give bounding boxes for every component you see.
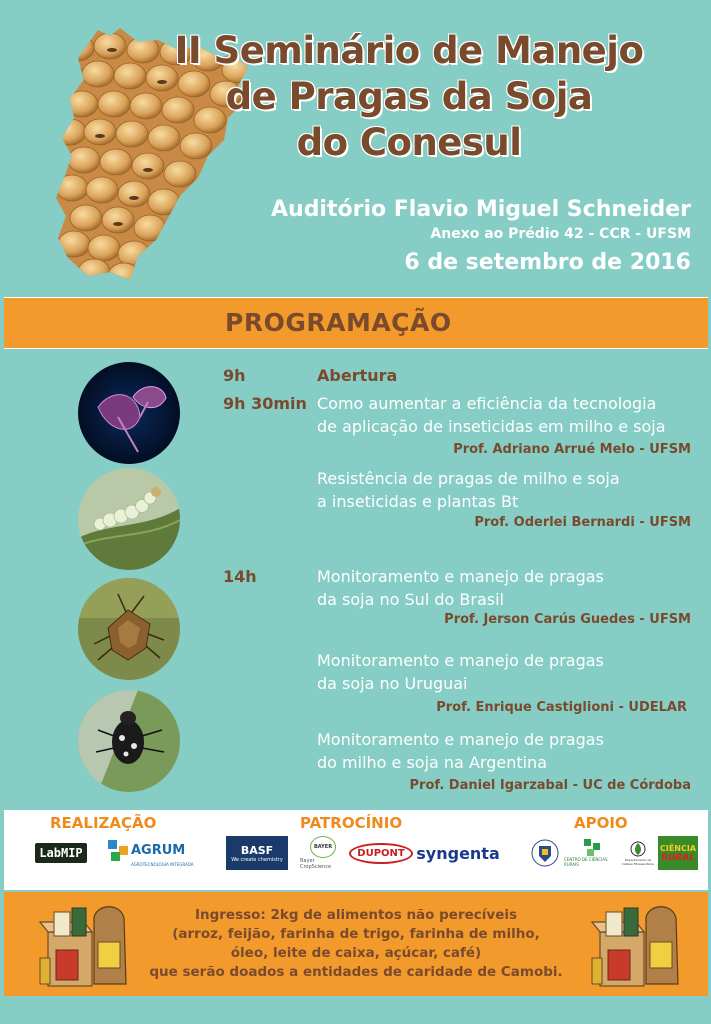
dupont-text: DUPONT xyxy=(349,843,412,864)
session-time: 14h xyxy=(223,567,257,586)
rural-text: RURAL xyxy=(661,852,695,863)
patrocinio-heading: PATROCÍNIO xyxy=(300,814,403,832)
sponsors-section xyxy=(4,810,708,890)
ticket-line: que serão doados a entidades de caridade de Camobi. xyxy=(149,964,563,980)
basf-logo xyxy=(226,836,288,870)
food-box-right-icon xyxy=(590,898,686,988)
ticket-line: (arroz, feijão, farinha de trigo, farinha de milho, xyxy=(172,926,540,942)
session-title-line: Como aumentar a eficiência da tecnologia xyxy=(317,394,657,413)
basf-subtext: We create chemistry xyxy=(231,856,283,863)
apoio-heading: APOIO xyxy=(574,814,628,832)
food-box-left-icon xyxy=(38,898,134,988)
session-title: Abertura xyxy=(317,366,398,385)
title-line-1: II Seminário de Manejo xyxy=(174,29,644,72)
session-title-line: Monitoramento e manejo de pragas xyxy=(317,651,604,670)
title-line-2: de Pragas da Soja xyxy=(225,75,593,118)
ticket-info-section xyxy=(4,892,708,996)
realizacao-heading: REALIZAÇÃO xyxy=(50,814,157,832)
session-speaker: Prof. Oderlei Bernardi - UFSM xyxy=(474,515,691,530)
beetle-photo xyxy=(78,690,180,792)
session-title-line: da soja no Sul do Brasil xyxy=(317,590,504,609)
ccr-logo xyxy=(564,836,620,870)
bottom-strip xyxy=(0,996,711,1024)
basf-text: BASF xyxy=(240,843,274,857)
event-title xyxy=(149,28,669,166)
ticket-info-text xyxy=(144,906,568,982)
session-speaker: Prof. Jerson Carús Guedes - UFSM xyxy=(444,612,691,627)
syngenta-text: syngenta xyxy=(416,843,500,863)
purple-leaf-photo xyxy=(78,362,180,464)
labmip-logo xyxy=(24,836,98,870)
session-title-line: da soja no Uruguai xyxy=(317,674,468,693)
program-title: PROGRAMAÇÃO xyxy=(225,308,452,337)
agrum-logo xyxy=(108,836,198,870)
session-title xyxy=(317,565,697,611)
session-title-line: do milho e soja na Argentina xyxy=(317,753,547,772)
dupont-logo xyxy=(350,836,412,870)
stink-bug-photo xyxy=(78,578,180,680)
depto-text: Departamento de Defesa Fitossanitária xyxy=(622,858,654,866)
session-title-line: Monitoramento e manejo de pragas xyxy=(317,730,604,749)
ticket-line: óleo, leite de caixa, açúcar, café) xyxy=(230,945,482,961)
agrum-subtext: AGROTECNOLOGIA INTEGRADA xyxy=(131,861,194,867)
bayer-logo xyxy=(300,836,346,870)
ticket-line: Ingresso: 2kg de alimentos não perecíveis xyxy=(194,907,518,923)
ccr-icon xyxy=(584,839,600,857)
session-title-line: Monitoramento e manejo de pragas xyxy=(317,567,604,586)
ciencia-rural-logo xyxy=(658,836,698,870)
ccr-text: CENTRO DE CIÊNCIAS RURAIS xyxy=(564,857,608,867)
session-title xyxy=(317,392,697,438)
session-title-line: Resistência de pragas de milho e soja xyxy=(317,469,620,488)
session-title-line: a inseticidas e plantas Bt xyxy=(317,492,519,511)
depto-logo xyxy=(622,836,654,870)
session-speaker: Prof. Adriano Arrué Melo - UFSM xyxy=(453,442,691,457)
bayer-text: BAYER xyxy=(313,844,333,850)
session-title xyxy=(317,467,697,513)
ciencia-text: CIÊNCIA xyxy=(659,843,697,853)
session-time: 9h xyxy=(223,366,246,385)
caterpillar-photo xyxy=(78,468,180,570)
ufsm-crest-icon xyxy=(531,838,559,868)
session-speaker: Prof. Enrique Castiglioni - UDELAR xyxy=(436,700,687,715)
session-title xyxy=(317,649,697,695)
bayer-subtext: Bayer CropScience xyxy=(300,858,332,870)
leaf-icon xyxy=(630,840,646,858)
program-banner xyxy=(4,297,708,349)
ufsm-crest-logo xyxy=(528,836,562,870)
labmip-text: LabMIP xyxy=(35,843,86,863)
agrum-icon xyxy=(108,840,128,862)
venue-annex: Anexo ao Prédio 42 - CCR - UFSM xyxy=(430,226,691,242)
agrum-text: AGRUM xyxy=(131,843,186,858)
syngenta-logo xyxy=(418,836,498,870)
session-speaker: Prof. Daniel Igarzabal - UC de Córdoba xyxy=(409,778,691,793)
session-title xyxy=(317,728,697,774)
session-title-line: de aplicação de inseticidas em milho e soja xyxy=(317,417,666,436)
title-line-3: do Conesul xyxy=(296,121,522,164)
session-time: 9h 30min xyxy=(223,394,307,413)
event-date: 6 de setembro de 2016 xyxy=(404,250,691,275)
venue-name: Auditório Flavio Miguel Schneider xyxy=(271,197,691,222)
